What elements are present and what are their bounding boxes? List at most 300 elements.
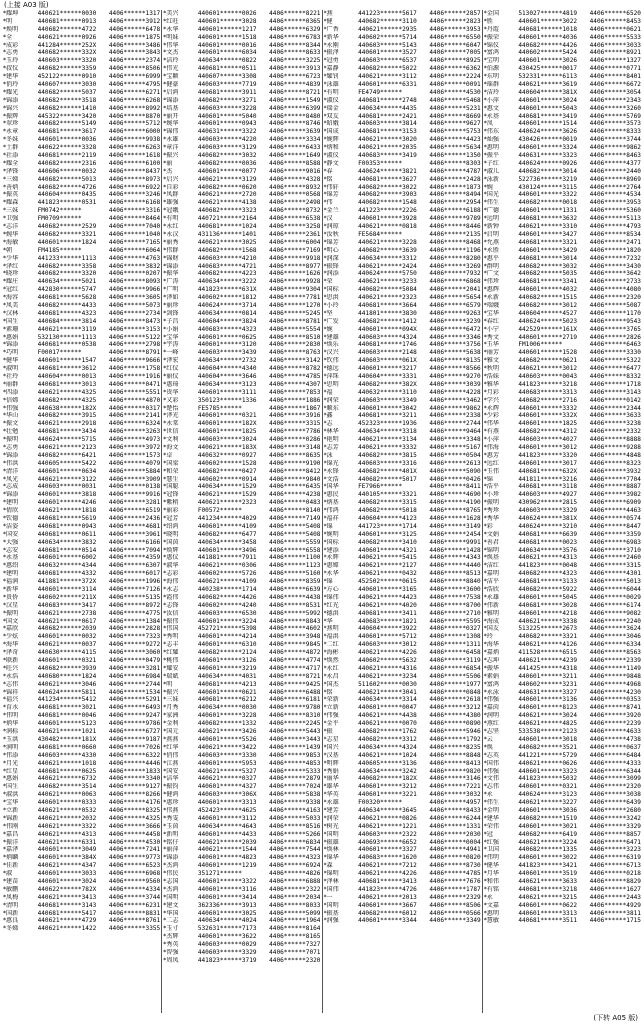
person-name: *三妹 [163, 696, 179, 704]
person-name: *永华 [163, 25, 179, 33]
phone-number: 4406******3260 [589, 104, 641, 112]
list-item [163, 247, 320, 255]
list-item [324, 105, 481, 113]
phone-number: 4406******9853 [269, 751, 321, 759]
phone-number: 4406******3316 [108, 207, 161, 215]
id-number: 440601******1331 [518, 207, 578, 215]
id-number: 440601******182X [197, 420, 257, 428]
id-number: 440621******0063 [37, 791, 97, 799]
id-number: 440682******182X [358, 775, 417, 783]
list-item [484, 191, 641, 199]
list-item [484, 744, 641, 752]
id-number: 440601******3033 [37, 870, 97, 878]
list-item [163, 215, 320, 223]
phone-number: 4406******1820 [589, 246, 641, 254]
id-number: 440682******3521 [518, 743, 578, 751]
id-number: 431136******1401 [197, 230, 257, 238]
person-name: *和荣 [163, 467, 179, 475]
id-number: 440603******0031 [37, 483, 97, 491]
list-item [324, 65, 481, 73]
person-name: *丽华 [323, 775, 339, 783]
id-number: 440682******1410 [37, 104, 97, 112]
id-number: FM4185****** [37, 246, 82, 254]
phone-number: 4406******5167 [429, 443, 481, 451]
phone-number: 4406******6064 [108, 246, 161, 254]
phone-number: 4406******9862 [589, 144, 641, 152]
list-item [3, 673, 160, 681]
id-number: 440601******3496 [197, 546, 257, 554]
list-item [163, 925, 320, 933]
phone-number: 4406******2440 [589, 167, 641, 175]
person-name: *润强 [323, 917, 339, 925]
person-name: *卫国 [483, 846, 499, 854]
phone-number: 4406******5638 [429, 349, 481, 357]
person-name: *永基 [483, 112, 499, 120]
person-name: *润明 [3, 743, 19, 751]
phone-number: 4406******2374 [108, 57, 161, 65]
phone-number: 4406******8266 [108, 791, 161, 799]
phone-number: 4406******4333 [589, 759, 641, 767]
phone-number: 4406******3462 [429, 396, 481, 404]
id-number: 440603******0029 [197, 941, 257, 949]
person-name: *润明 [483, 712, 499, 720]
person-name: *志洋 [3, 223, 19, 231]
id-number: 440621******3619 [518, 81, 578, 89]
phone-number: 4406******2041 [429, 286, 481, 294]
phone-number: 4406******4633 [589, 728, 641, 736]
person-name: *巧明 [3, 349, 19, 357]
id-number: 440601******1528 [518, 349, 578, 357]
person-name: *远明 [483, 215, 499, 223]
phone-number: 4406******8412 [269, 467, 321, 475]
id-number: 441881******372X [37, 578, 97, 586]
id-number: 440601******4032 [518, 286, 578, 294]
phone-number: 4406******9666 [108, 357, 161, 365]
person-name: *焕林 [323, 846, 339, 854]
id-number: 440601******5043 [518, 104, 578, 112]
id-number: 440601******332X [518, 412, 578, 420]
list-item [484, 89, 641, 97]
list-item [163, 73, 320, 81]
list-item [163, 933, 320, 941]
phone-number: 4406******0574 [589, 515, 641, 522]
list-item [324, 468, 481, 476]
id-number: 440621******4239 [518, 657, 578, 665]
id-number: 440721******2164 [197, 215, 257, 223]
list-item [163, 270, 320, 278]
person-name: *双友 [323, 112, 339, 120]
list-item [484, 799, 641, 807]
list-item [3, 610, 160, 618]
phone-number: 4406******6329 [269, 25, 321, 33]
id-number: FE7966****** [358, 483, 403, 491]
person-name: *永泳 [483, 688, 499, 696]
person-name: *广涛 [163, 278, 179, 286]
list-item [324, 26, 481, 34]
id-number: 440602******5632 [358, 657, 417, 665]
phone-number: 4406******2454 [429, 530, 481, 538]
list-item [484, 531, 641, 539]
person-name: *润添 [323, 270, 339, 278]
person-name: *国伟 [483, 759, 499, 767]
person-name: *振兴 [163, 688, 179, 696]
person-name: *洁玲 [163, 57, 179, 65]
list-item [484, 318, 641, 326]
person-name: *金兰 [323, 207, 339, 215]
person-name: *汝信 [163, 609, 179, 617]
person-name: *思明 [323, 380, 339, 388]
phone-number: 4406******3329 [589, 822, 641, 830]
person-name: *素珊 [3, 325, 19, 333]
list-item [3, 191, 160, 199]
person-name: *振兴 [163, 152, 179, 160]
phone-number: 4406******3744 [108, 893, 161, 901]
list-item [3, 554, 160, 562]
list-item [484, 81, 641, 89]
id-number: 440601******3024 [37, 877, 97, 885]
person-name: *杰鸿 [163, 885, 179, 893]
person-name: *汉星 [3, 601, 19, 609]
phone-number: 4406******1327 [589, 57, 641, 65]
list-item [163, 263, 320, 271]
person-name: *泳 [323, 451, 333, 459]
person-name: *永 [483, 791, 493, 799]
person-name: *炳麟 [3, 854, 19, 862]
list-item [484, 775, 641, 783]
person-name: *玉伟 [483, 467, 499, 475]
person-name: *冠红 [3, 286, 19, 294]
person-name: *红强 [483, 838, 499, 846]
phone-number: 4406******3972 [108, 443, 161, 451]
phone-number: 4406******3642 [589, 270, 641, 278]
person-name: *伟强 [323, 712, 339, 720]
list-item [163, 397, 320, 405]
list-item [163, 207, 320, 215]
id-number: 440681******3143 [37, 901, 97, 909]
phone-number: 4406******0138 [108, 483, 161, 491]
phone-number: 4406******9773 [108, 854, 161, 862]
person-name: *萍珠 [323, 372, 339, 380]
person-name: *丽仪 [163, 372, 179, 380]
id-number: 440682******1548 [358, 199, 417, 207]
phone-number: 4406******6017 [108, 570, 161, 578]
list-item [484, 113, 641, 121]
phone-number: 4406******8140 [269, 507, 321, 515]
list-item [163, 460, 320, 468]
person-name: *方心 [323, 586, 339, 594]
phone-number: 4406******8921 [589, 49, 641, 57]
id-number: 440634******5021 [37, 278, 97, 286]
id-number: FM0709****** [37, 215, 82, 223]
list-item [3, 294, 160, 302]
id-number: 513027******4819 [518, 10, 578, 17]
person-name: *耀光 [3, 88, 19, 96]
phone-number: 4406******5533 [589, 33, 641, 41]
phone-number: 4406******3633 [589, 412, 641, 420]
id-number: 440604******3331 [358, 372, 417, 380]
person-name: *玲 [483, 633, 493, 641]
list-item [484, 625, 641, 633]
id-number: 440606******0032 [37, 167, 97, 175]
person-name: *素娟 [483, 672, 499, 680]
id-number: 440681******3321 [518, 238, 578, 246]
person-name: *永昌 [323, 672, 339, 680]
id-number: 440601******0016 [197, 41, 257, 49]
id-number: 452323******1936 [358, 420, 417, 428]
phone-number: 4406******7149 [269, 515, 321, 522]
phone-number: 4406******8164 [269, 925, 321, 933]
id-number: 440621******4313 [37, 830, 97, 838]
phone-number: 4406******5160 [269, 570, 321, 578]
list-item [3, 523, 160, 531]
list-item [163, 878, 320, 886]
person-name: *伟生 [483, 799, 499, 807]
person-name: *凤光 [3, 475, 19, 483]
id-number: 440682******3903 [358, 191, 417, 199]
list-item [163, 120, 320, 128]
list-item [3, 515, 160, 523]
list-item [3, 365, 160, 373]
list-item [324, 184, 481, 192]
phone-number: 4406******8992 [108, 104, 161, 112]
person-name: *伟国 [163, 625, 179, 633]
id-number: 532130******1113 [37, 333, 97, 341]
person-name: *洁玲 [483, 88, 499, 96]
list-item [324, 483, 481, 491]
list-item [163, 223, 320, 231]
phone-number: 4406******9425 [269, 680, 321, 688]
phone-number: 4406******4458 [108, 830, 161, 838]
phone-number: 4406******9916 [108, 491, 161, 499]
person-name: *广德 [483, 207, 499, 215]
phone-number: 4406******9560 [108, 877, 161, 885]
list-item [324, 436, 481, 444]
phone-number: 4406******4334 [108, 885, 161, 893]
person-name: *焕辉 [163, 546, 179, 554]
person-name: *永红 [163, 223, 179, 231]
id-number: 441823******0531 [37, 199, 97, 207]
list-item [3, 562, 160, 570]
list-item [163, 10, 320, 18]
id-number: 440681******5417 [37, 909, 97, 917]
phone-number: 4406******8325 [108, 806, 161, 814]
person-name: *永雄 [483, 593, 499, 601]
id-number: 440602******5424 [518, 49, 578, 57]
list-item [163, 184, 320, 192]
list-item [484, 255, 641, 263]
phone-number: 4406******0483 [269, 499, 321, 507]
list-item [3, 184, 160, 192]
person-name: *明妹 [163, 33, 179, 41]
id-number: 440682******2716 [518, 396, 578, 404]
phone-number: 4406******7327 [269, 941, 321, 949]
phone-number: 4406******8221 [269, 10, 321, 17]
phone-number: 4406******8333 [589, 128, 641, 136]
person-name: *国生 [3, 783, 19, 791]
phone-number: 4406******3046 [589, 633, 641, 641]
id-number: 441823******3421 [518, 862, 578, 870]
person-name: *小玲 [323, 301, 339, 309]
phone-number: 4406******8972 [108, 601, 161, 609]
list-item [324, 531, 481, 539]
person-name: *淑儿 [483, 167, 499, 175]
list-item [3, 215, 160, 223]
person-name: *钦伟 [323, 357, 339, 365]
phone-number: 4406******0637 [589, 743, 641, 751]
list-item [324, 720, 481, 728]
person-name: *红星 [3, 767, 19, 775]
id-number: 440682******3012 [518, 301, 578, 309]
list-item [163, 255, 320, 263]
id-number: 440621******2323 [358, 294, 417, 302]
phone-number: 4406******5245 [269, 309, 321, 317]
person-name: *红光 [323, 601, 339, 609]
person-name: *建雄 [323, 333, 339, 341]
id-number: 440682******3110 [358, 17, 417, 25]
person-name: *志英 [483, 751, 499, 759]
person-name: *允燕 [483, 238, 499, 246]
phone-number: 4406******2329 [429, 893, 481, 901]
person-name: *锦祥 [3, 688, 19, 696]
list-item [163, 862, 320, 870]
phone-number: 4406******3239 [429, 317, 481, 325]
person-name: *小娟 [163, 325, 179, 333]
list-item [3, 570, 160, 578]
id-number: 440621******4109 [197, 578, 257, 586]
list-item [163, 436, 320, 444]
person-name: *泽林 [323, 877, 339, 885]
list-item [324, 113, 481, 121]
id-number: 440682******382X [358, 380, 417, 388]
list-item [163, 941, 320, 949]
list-item [324, 420, 481, 428]
person-name: *月秀 [163, 704, 179, 712]
id-number: 440621******3129 [197, 175, 257, 183]
list-item [163, 760, 320, 768]
id-number: 440621******183X [197, 443, 257, 451]
phone-number: 4406******6984 [108, 672, 161, 680]
person-name: *婉华 [163, 120, 179, 128]
id-number: 440682******5013 [37, 175, 97, 183]
phone-number: 4406******1627 [589, 885, 641, 893]
list-item [484, 641, 641, 649]
phone-number: 4406******6174 [589, 601, 641, 609]
id-number: 440603******3329 [518, 507, 578, 515]
id-number: 440621******3310 [518, 223, 578, 231]
person-name: *锦新 [3, 814, 19, 822]
person-name: *新华 [323, 33, 339, 41]
person-name: *燕 [323, 10, 333, 17]
phone-number: 4406******8506 [108, 65, 161, 73]
phone-number: 4406******4080 [589, 286, 641, 294]
phone-number: 4406******8791 [108, 349, 161, 357]
phone-number: 4406******6268 [108, 96, 161, 104]
person-name: *国华 [323, 483, 339, 491]
phone-number: 4406******1718 [589, 380, 641, 388]
id-number: 440602******1812 [197, 294, 257, 302]
phone-number: 4406******9848 [589, 672, 641, 680]
person-name: *冠娥 [163, 207, 179, 215]
list-item [324, 641, 481, 649]
person-name: *润荣 [323, 814, 339, 822]
person-name: *永新 [483, 294, 499, 302]
phone-number: 4406******1649 [269, 152, 321, 160]
person-name: *耀全 [3, 159, 19, 167]
list-item [163, 294, 320, 302]
phone-number: 4406******6271 [108, 88, 161, 96]
id-number: 440624******3626 [518, 128, 578, 136]
id-number: 440603******3349 [358, 396, 417, 404]
id-number: 440681******0625 [37, 767, 97, 775]
id-number: 440681******3014 [518, 254, 578, 262]
list-item [3, 476, 160, 484]
list-item [324, 326, 481, 334]
phone-number: 4406******8843 [269, 617, 321, 625]
person-name: *志星 [323, 735, 339, 743]
phone-number: 4406******2471 [589, 238, 641, 246]
phone-number: 4406******7544 [269, 846, 321, 854]
list-item [163, 239, 320, 247]
person-name: *秀雯 [163, 814, 179, 822]
phone-number: 4406******2239 [589, 720, 641, 728]
id-number: 440603******2148 [358, 349, 417, 357]
person-name: *思洪 [323, 294, 339, 302]
list-item [3, 917, 160, 925]
phone-number: 4406******0207 [108, 270, 161, 278]
id-number: 440681******632X [518, 467, 578, 475]
person-name: *丽珍 [163, 301, 179, 309]
list-item [324, 681, 481, 689]
list-item [484, 389, 641, 397]
list-item [484, 247, 641, 255]
list-item [3, 10, 160, 18]
phone-number: 4406******2710 [429, 609, 481, 617]
id-number: 440601******3414 [197, 893, 257, 901]
person-name: *雄华 [323, 783, 339, 791]
phone-number: 4406******0004 [429, 838, 481, 846]
id-number: 440681******3413 [358, 877, 417, 885]
id-number: 440631******3327 [518, 688, 578, 696]
list-item [3, 870, 160, 878]
list-item [484, 215, 641, 223]
list-item [324, 302, 481, 310]
id-number: 440601******5123 [37, 720, 97, 728]
id-number: 440601******4327 [197, 783, 257, 791]
person-name: *嘉泽 [3, 846, 19, 854]
phone-number: 4406******6999 [108, 73, 161, 81]
id-number: 440682******0036 [197, 159, 257, 167]
id-number: 440604******3824 [197, 317, 257, 325]
person-name: *国明 [163, 893, 179, 901]
phone-number: 4406******1384 [108, 617, 161, 625]
id-number: 440681******3218 [518, 885, 578, 893]
id-number: 441801******3830 [358, 309, 417, 317]
person-name: *淑仪 [323, 152, 339, 160]
phone-number: 4406******3624 [589, 625, 641, 633]
phone-number: 4406******2830 [269, 341, 321, 349]
list-item [484, 144, 641, 152]
id-number: 440682******6421 [37, 451, 97, 459]
id-number: 441234******5412 [37, 696, 97, 704]
person-name: *宝华 [163, 333, 179, 341]
id-number: 440604******3922 [358, 625, 417, 633]
phone-number: 4406******9187 [108, 735, 161, 743]
person-name: *远红 [483, 459, 499, 467]
id-number: 440624******3714 [197, 301, 257, 309]
id-number: 440634******0030 [197, 704, 257, 712]
person-name: *秋明 [483, 365, 499, 373]
list-item [163, 57, 320, 65]
